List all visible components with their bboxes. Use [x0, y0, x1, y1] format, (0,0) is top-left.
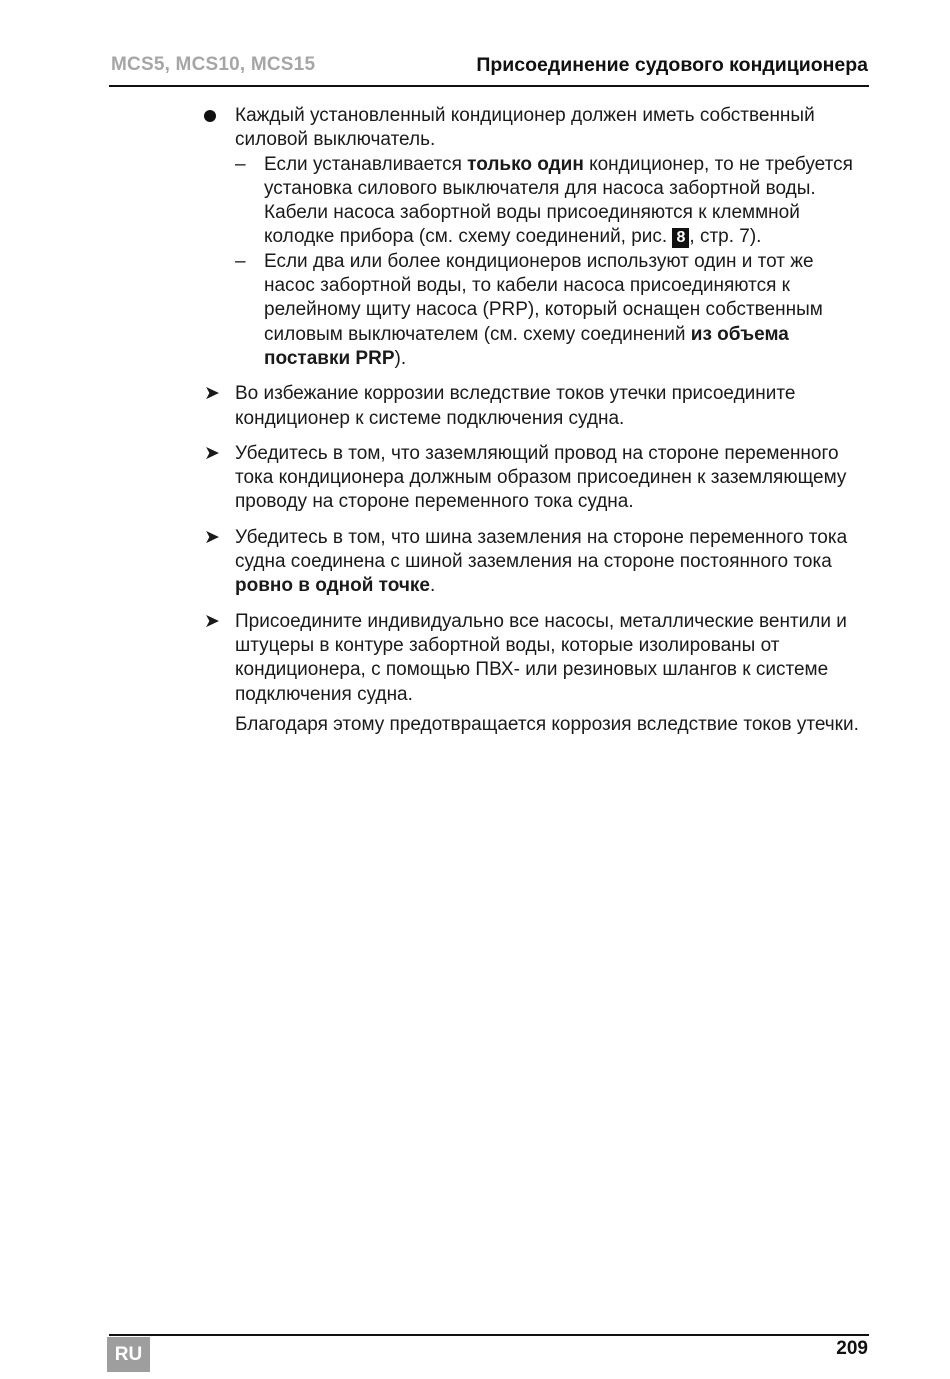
page-number: 209 [836, 1338, 868, 1359]
bullet-item [0, 104, 869, 371]
sub-item-single: – Если устанавливается только один кондиционер, то не требуется установка силового выключателя для насоса забортной воды. Кабели насоса забортной воды присоединяются к клеммной колодке прибора (см. схему соединений, рис. 8 , стр. 7). [235, 153, 853, 248]
dash-icon: – [235, 153, 246, 175]
main-content [0, 104, 950, 737]
step-item [0, 382, 869, 431]
arrow-icon: ➤ [204, 383, 220, 405]
step-item [0, 526, 869, 599]
emphasis: из объема поставки PRP [264, 323, 789, 369]
arrow-icon: ➤ [204, 610, 220, 632]
bullet-icon [204, 104, 228, 129]
emphasis: только один [467, 153, 584, 175]
step-result: Благодаря этому предотвращается коррозия вследствие токов утечки. [235, 713, 859, 735]
language-badge: RU [107, 1337, 150, 1372]
emphasis: ровно в одной точке [235, 575, 430, 597]
step-item [0, 442, 869, 515]
step-item [0, 610, 869, 737]
step-text: Во избежание коррозии вследствие токов утечки присоедините кондиционер к системе подключения судна. [235, 383, 796, 429]
arrow-icon: ➤ [204, 442, 220, 464]
dash-icon: – [235, 250, 246, 272]
arrow-icon: ➤ [204, 526, 220, 548]
step-text: Присоедините индивидуально все насосы, металлические вентили и штуцеры в контуре забортной воды, которые изолированы от кондиционера, с помощью ПВХ- или резиновых шлангов к системе подключения судна. [235, 610, 847, 705]
bullet-text: Каждый установленный кондиционер должен иметь собственный силовой выключатель. [235, 105, 815, 151]
step-text: Убедитесь в том, что шина заземления на стороне переменного тока судна соединена с шиной заземления на стороне постоянного тока ровно в одной точке. [235, 526, 848, 597]
header-section-title: Присоединение судового кондиционера [476, 54, 868, 76]
header-models: MCS5, MCS10, MCS15 [111, 54, 316, 75]
figure-badge: 8 [672, 228, 689, 248]
step-text: Убедитесь в том, что заземляющий провод на стороне переменного тока кондиционера должным образом присоединен к заземляющему проводу на стороне переменного тока судна. [235, 442, 847, 513]
header-rule [109, 85, 869, 87]
sub-item-multiple: – Если два или более кондиционеров используют один и тот же насос забортной воды, то кабели насоса присоединяются к релейному щиту насоса (PRP), который оснащен собственным силовым выключателем (см. схему соединений из объема поставки PRP). [235, 250, 823, 369]
footer-rule [109, 1334, 869, 1336]
